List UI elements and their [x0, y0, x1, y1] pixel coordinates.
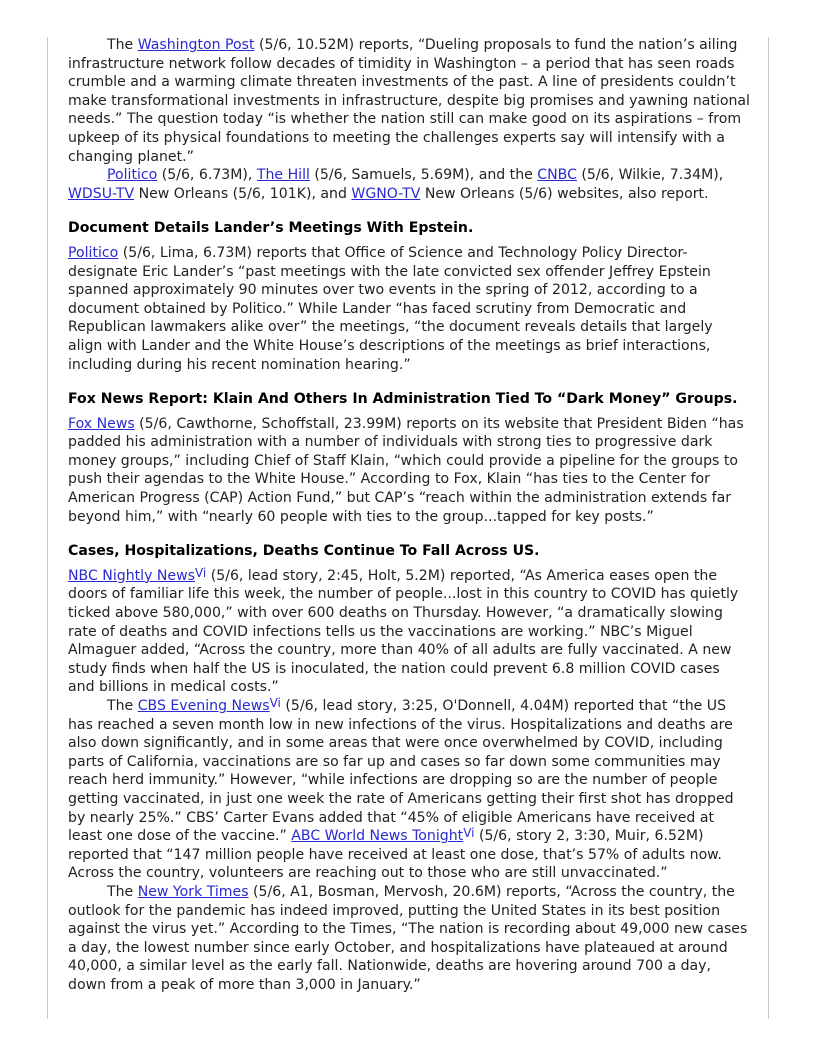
lander-paragraph: Politico (5/6, Lima, 6.73M) reports that Office of Science and Technology Policy Director-designate Eric Lander’s “past meetings with the late convicted sex offender Jeffrey Epstein spanned approximately 90 minutes over two events in the spring of 2012, according to a document obtained by Politico.” While Lander “has faced scrutiny from Democratic and Republican lawmakers alike over” the meetings, “the document reveals details that largely align with Lander and the White House’s descriptions of the meetings as brief interactions, including during his recent nomination hearing.”	[68, 244, 713, 373]
video-icon[interactable]: Vi	[269, 696, 281, 710]
cbs-paragraph: The CBS Evening News$^{Vi}$ (5/6, lead story, 3:25, O'Donnell, 4.04M) reported that “the US has reached a seven month low in new infections of the virus. Hospitalizations and deaths are also down significantly, and in some areas that were once overwhelmed by COVID, including parts of California, vaccinations are so far up and cases so far down some communities may reach herd immunity.” However, “while infections are dropping so are the number of people getting vaccinated, in just one week the rate of Americans getting their first shot has dropped by nearly 25%.” CBS’ Carter Evans added that “45% of eligible Americans have received at least one dose of the vaccine.” ABC World News Tonight$^{Vi}$ (5/6, story 2, 3:30, Muir, 6.52M) reported that “147 million people have received at least one dose, that’s 57% of adults now. Across the country, volunteers are reaching out to those who are still unvaccinated.”	[68, 696, 734, 882]
nyt-paragraph: The New York Times (5/6, A1, Bosman, Mervosh, 20.6M) reports, “Across the country, the outlook for the pandemic has indeed improved, putting the United States in its best position against the virus yet.” According to the Times, “The nation is recording about 49,000 new cases a day, the lowest number since early October, and hospitalizations have plateaued at around 40,000, a similar level as the early fall. Nationwide, deaths are hovering around 700 a day, down from a peak of more than 3,000 in January.”	[68, 883, 748, 993]
abc-world-news-link[interactable]: ABC World News Tonight	[291, 828, 464, 845]
politico-lander-link[interactable]: Politico	[68, 244, 119, 261]
politico-link[interactable]: Politico	[107, 167, 158, 184]
covid-heading: Cases, Hospitalizations, Deaths Continue To Fall Across US.	[68, 543, 540, 560]
washington-post-paragraph: The Washington Post (5/6, 10.52M) reports, “Dueling proposals to fund the nation’s ailing infrastructure network follow decades of timidity in Washington – a period that has seen roads crumble and a warming climate threaten investments of the past. A line of presidents couldn’t make transformational investments in infrastructure, despite big promises and yawning national needs.” The question today “is whether the nation still can make good on its aspirations – from upkeep of its physical foundations to meeting the challenges experts say will intensify with a changing planet.”	[68, 37, 750, 165]
document-body	[68, 36, 750, 995]
video-icon[interactable]: Vi	[463, 826, 475, 841]
nbc-paragraph: NBC Nightly News$^{Vi}$ (5/6, lead story, 2:45, Holt, 5.2M) reported, “As America eases open the doors of familiar life this week, the number of people...lost in this country to COVID has quietly ticked above 580,000,” with over 600 deaths on Thursday. However, “a dramatically slowing rate of deaths and COVID infections tells us the vaccinations are working.” NBC’s Miguel Almaguer added, “Across the country, more than 40% of all adults are fully vaccinated. A new study finds when half the US is inoculated, the nation could prevent 6.8 million COVID cases and billions in medical costs.”	[68, 565, 739, 696]
cnbc-link[interactable]: CNBC	[537, 167, 577, 184]
fox-heading: Fox News Report: Klain And Others In Administration Tied To “Dark Money” Groups.	[68, 391, 738, 408]
the-hill-link[interactable]: The Hill	[256, 167, 310, 184]
video-icon[interactable]: Vi	[194, 565, 207, 580]
wgno-tv-link[interactable]: WGNO-TV	[351, 185, 421, 202]
lander-heading: Document Details Lander’s Meetings With Epstein.	[68, 220, 474, 237]
also-report-paragraph: Politico (5/6, 6.73M), The Hill (5/6, Samuels, 5.69M), and the CNBC (5/6, Wilkie, 7.34M), WDSU-TV New Orleans (5/6, 101K), and WGNO-TV New Orleans (5/6) websites, also report.	[68, 167, 724, 202]
washington-post-link[interactable]: Washington Post	[137, 37, 255, 53]
fox-news-link[interactable]: Fox News	[68, 415, 135, 432]
wdsu-tv-link[interactable]: WDSU-TV	[68, 185, 135, 202]
nbc-nightly-news-link[interactable]: NBC Nightly News	[68, 567, 195, 584]
fox-paragraph: Fox News (5/6, Cawthorne, Schoffstall, 23.99M) reports on its website that President Biden “has padded his administration with a number of individuals with strong ties to progressive dark money groups,” including Chief of Staff Klain, “which could provide a pipeline for the groups to push their agendas to the White House.” According to Fox, Klain “has ties to the Center for American Progress (CAP) Action Fund,” but CAP’s “reach within the administration extends far beyond him,” with “nearly 60 people with ties to the group...tapped for key posts.”	[68, 415, 744, 525]
cbs-evening-news-link[interactable]: CBS Evening News	[137, 698, 270, 714]
new-york-times-link[interactable]: New York Times	[137, 883, 249, 900]
